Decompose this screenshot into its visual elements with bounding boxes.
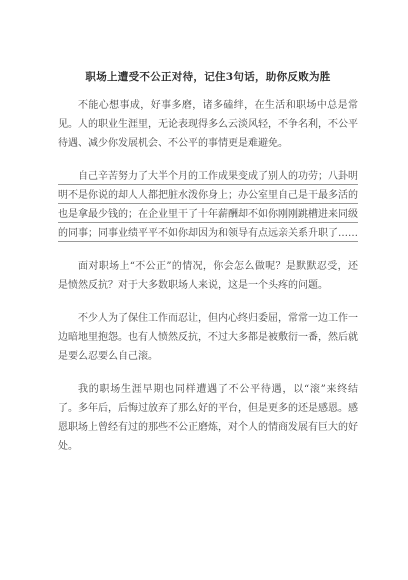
paragraph-personal-experience: 我的职场生涯早期也同样遭遇了不公平待遇，以“滚”来终结了。多年后，后悔过放弃了那么好的平台，但是更多的还是感恩。感恩职场上曾经有过的那些不公正磨炼，对个人的情商发展有巨大的好处。 [58,384,358,452]
paragraph-examples: 自己辛苦努力了大半个月的工作成果变成了别人的功劳；八卦明明不是你说的却人人都把脏水泼你身上；办公室里自己是干最多活的也是拿最少钱的；在企业里干了十年薪酬却不如你刚刚跳槽进来同级的同事；同事业绩平平不如你却因为和领导有点远亲关系升职了…… [58,167,358,243]
paragraph-intro: 不能心想事成，好事多磨，诸多磕绊，在生活和职场中总是常见。人的职业生涯里，无论表现得多么云淡风轻，不争名利，不公平待遇、减少你发展机会、不公平的事情更是难避免。 [58,100,358,149]
paragraph-question: 面对职场上“不公正”的情况，你会怎么做呢？是默默忍受，还是愤然反抗？对于大多数职场人来说，这是一个头疼的问题。 [58,261,358,291]
article-title: 职场上遭受不公正对待，记住3句话，助你反败为胜 [85,71,331,83]
paragraph-reactions: 不少人为了保住工作而忍让，但内心终归委屈，常常一边工作一边暗地里抱怨。也有人愤然反抗，不过大多都是被敷衍一番，然后就是要么忍要么自己滚。 [58,313,358,362]
